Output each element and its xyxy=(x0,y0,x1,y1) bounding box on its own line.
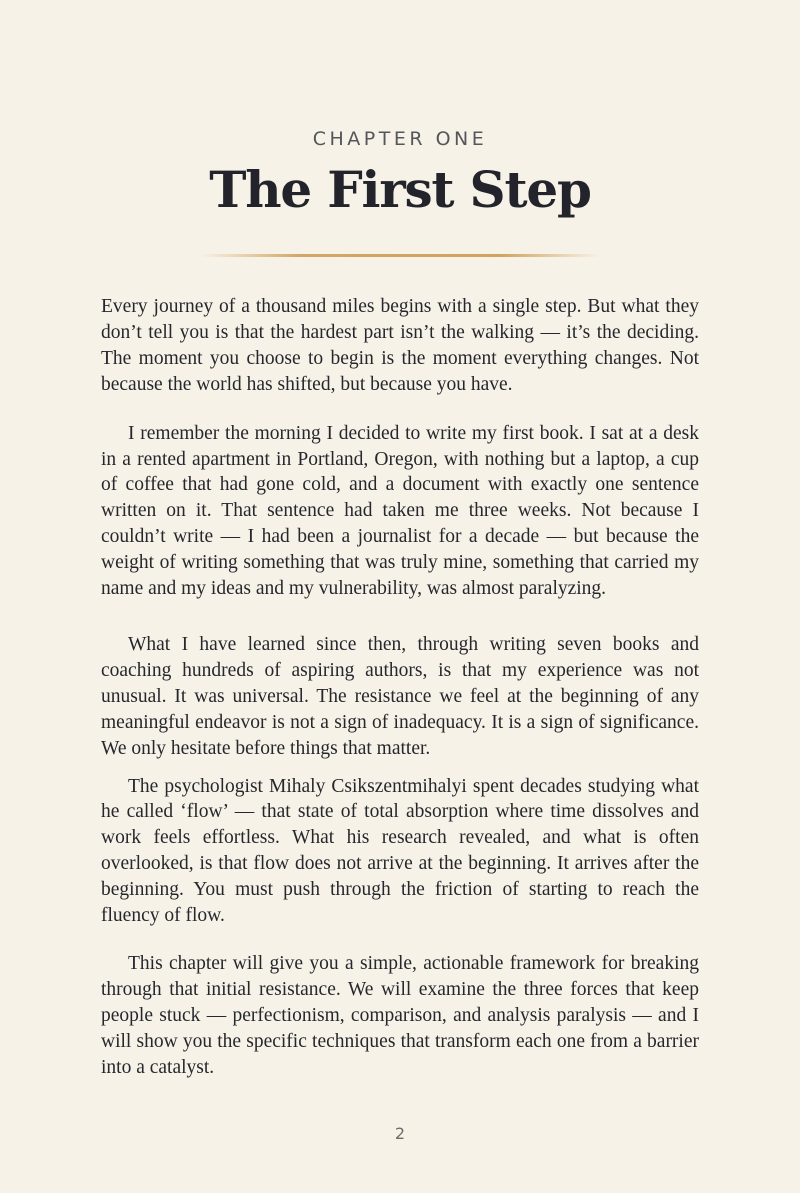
chapter-body xyxy=(101,294,699,1080)
paragraph-4: The psychologist Mihaly Csikszentmihalyi spent decades studying what he called ‘flow’ — that state of total absorption where time dissolves and work feels effortless. What his research revealed, and what is often overlooked, is that flow does not arrive at the beginning. It arrives after the beginning. You must push through the friction of starting to reach the fluency of flow. xyxy=(101,775,699,927)
page-number: 2 xyxy=(394,1124,406,1143)
paragraph-5: This chapter will give you a simple, actionable framework for breaking through that initial resistance. We will examine the three forces that keep people stuck — perfectionism, comparison, and analysis paralysis — and I will show you the specific techniques that transform each one from a barrier into a catalyst. xyxy=(101,952,699,1078)
title-divider xyxy=(200,254,600,257)
paragraph-2: I remember the morning I decided to write my first book. I sat at a desk in a rented apartment in Portland, Oregon, with nothing but a laptop, a cup of coffee that had gone cold, and a document with exactly one sentence written on it. That sentence had taken me three weeks. Not because I couldn’t write — I had been a journalist for a decade — but because the weight of writing something that was truly mine, something that carried my name and my ideas and my vulnerability, was almost paralyzing. xyxy=(101,422,699,600)
paragraph-3: What I have learned since then, through writing seven books and coaching hundreds of aspiring authors, is that my experience was not unusual. It was universal. The resistance we feel at the beginning of any meaningful endeavor is not a sign of inadequacy. It is a sign of significance. We only hesitate before things that matter. xyxy=(101,633,699,759)
paragraph-1: Every journey of a thousand miles begins with a single step. But what they don’t tell you is that the hardest part isn’t the walking — it’s the deciding. The moment you choose to begin is the moment everything changes. Not because the world has shifted, but because you have. xyxy=(101,296,699,395)
chapter-label: CHAPTER ONE xyxy=(312,128,488,150)
chapter-title: The First Step xyxy=(209,160,591,219)
